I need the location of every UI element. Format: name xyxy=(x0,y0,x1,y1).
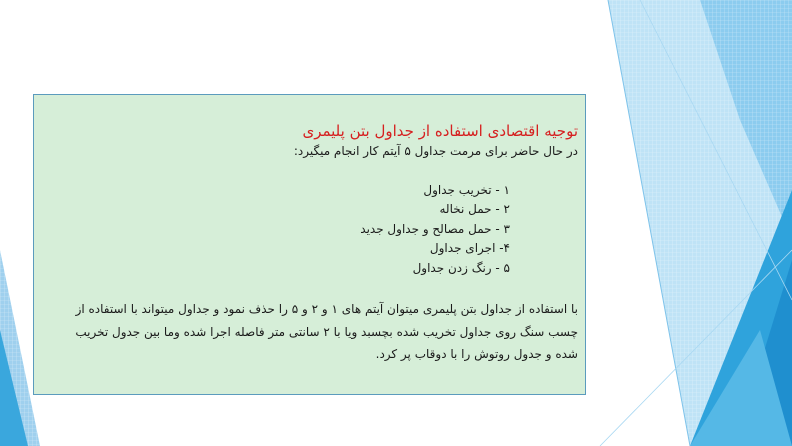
slide-title: توجیه اقتصادی استفاده از جداول بتن پلیمری xyxy=(302,122,578,140)
list-item: ۱ - تخریب جداول xyxy=(423,182,510,197)
intro-text: در حال حاضر برای مرمت جداول ۵ آیتم کار انجام میگیرد: xyxy=(293,144,578,158)
paragraph-line: چسب سنگ روی جداول تخریب شده بچسبد ویا با ۲ سانتی متر فاصله اجرا شده وما بین جدول تخریب xyxy=(75,324,578,339)
list-item: ۲ - حمل نخاله xyxy=(439,202,510,216)
list-item: ۴- اجرای جداول xyxy=(429,241,510,255)
paragraph-line: با استفاده از جداول بتن پلیمری میتوان آیتم های ۱ و ۲ و ۵ را حذف نمود و جداول میتواند با استفاده از xyxy=(75,302,578,316)
list-item: ۳ - حمل مصالح و جداول جدید xyxy=(360,221,510,236)
work-items-list xyxy=(42,181,578,279)
paragraph-line: شده و جدول روتوش را با دوقاب پر کرد. xyxy=(375,347,578,361)
list-item: ۵ - رنگ زدن جداول xyxy=(412,260,510,275)
content-box xyxy=(33,94,586,395)
explanation-paragraph xyxy=(42,298,578,366)
